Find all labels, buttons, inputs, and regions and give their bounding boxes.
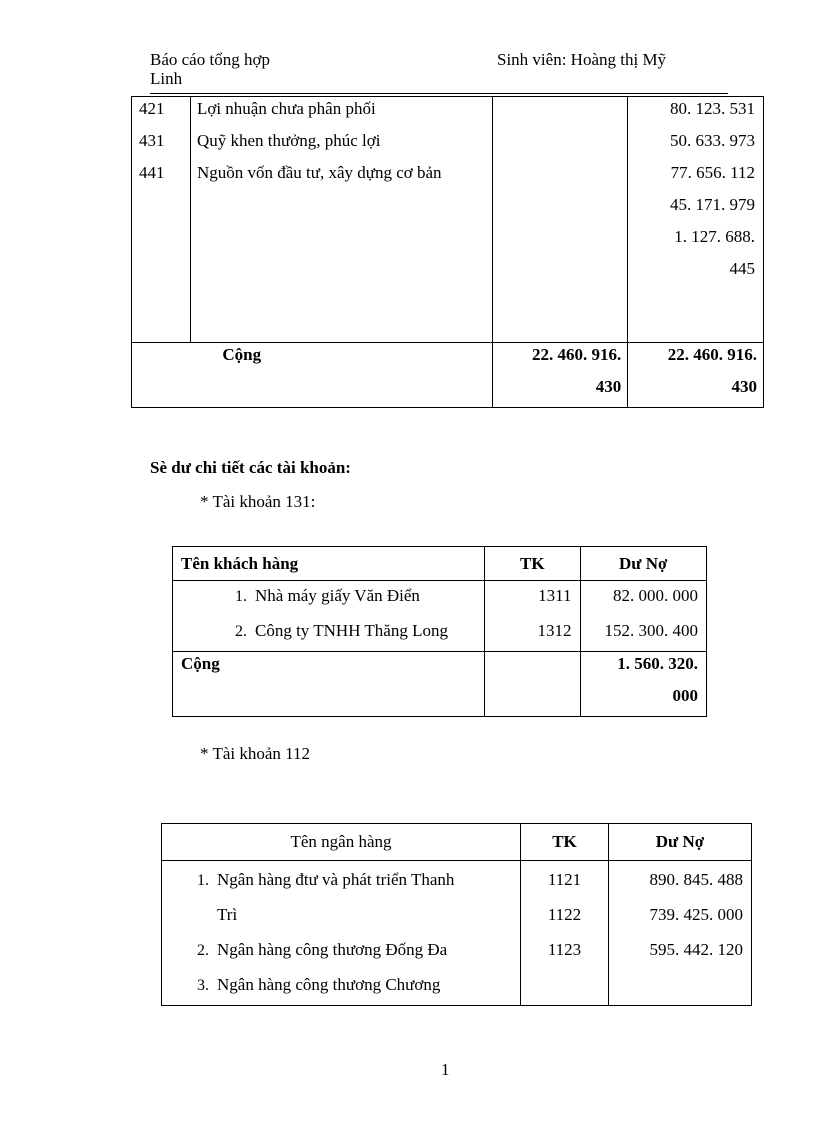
header-bank-name: Tên ngân hàng xyxy=(162,824,521,861)
balance-table-continued xyxy=(131,96,764,408)
total-tk-empty xyxy=(485,652,580,717)
header-tk: TK xyxy=(521,824,609,861)
list-item-continued xyxy=(162,900,520,935)
total-credit-line: 430 xyxy=(731,377,757,396)
total-label-cell xyxy=(132,343,493,408)
code-cell: 441 xyxy=(139,163,165,182)
total-value-line: 000 xyxy=(672,686,698,705)
header-report-title: Báo cáo tổng hợp xyxy=(150,50,270,69)
list-item xyxy=(173,581,484,616)
tk-value: 1311 xyxy=(538,586,572,605)
total-label-text: Cộng xyxy=(181,654,220,673)
debit-value: 595. 442. 120 xyxy=(649,940,743,959)
bank-name: Ngân hàng công thương Đống Đa xyxy=(217,940,448,959)
debit-value: 82. 000. 000 xyxy=(613,586,698,605)
value-cell: 77. 656. 112 xyxy=(670,163,755,182)
bank-name: Ngân hàng đtư và phát triển Thanh xyxy=(217,870,455,889)
header-student-lastname: Linh xyxy=(150,69,183,88)
header-left xyxy=(150,50,270,88)
code-cell: 431 xyxy=(139,131,165,150)
item-number: 3. xyxy=(197,977,209,994)
tk-value: 1312 xyxy=(537,621,572,640)
debit-value: 739. 425. 000 xyxy=(649,905,743,924)
customer-name: Công ty TNHH Thăng Long xyxy=(255,621,448,640)
item-number: 1. xyxy=(197,872,209,889)
credit-column xyxy=(628,97,764,343)
total-credit-cell xyxy=(628,343,764,408)
customer-names xyxy=(173,581,485,652)
name-cell: Nguồn vốn đầu tư, xây dựng cơ bản xyxy=(196,163,442,182)
list-item xyxy=(173,616,484,651)
item-number: 1. xyxy=(235,588,247,605)
total-debit-line: 430 xyxy=(595,377,622,396)
value-cell: 1. 127. 688. xyxy=(674,227,755,246)
debit-value: 152. 300. 400 xyxy=(604,621,698,640)
header-student: Sinh viên: Hoàng thị Mỹ xyxy=(497,50,667,69)
total-debit-cell xyxy=(492,343,628,408)
header-customer-name: Tên khách hàng xyxy=(173,547,485,581)
customer-tks xyxy=(485,581,580,652)
name-cell: Quỹ khen thưởng, phúc lợi xyxy=(196,131,381,150)
total-value-131 xyxy=(580,652,707,717)
list-item xyxy=(162,935,520,970)
bank-debits xyxy=(609,861,752,1006)
value-cell: 45. 171. 979 xyxy=(670,195,755,214)
page-number: 1 xyxy=(441,1060,450,1079)
bank-name: Ngân hàng công thương Chương xyxy=(217,975,441,994)
customer-name: Nhà máy giấy Văn Điển xyxy=(255,586,420,605)
value-cell: 50. 633. 973 xyxy=(670,131,755,150)
tk-value: 1123 xyxy=(547,940,582,959)
customer-debits xyxy=(580,581,707,652)
bank-name-continued: Trì xyxy=(217,905,238,924)
total-credit-line: 22. 460. 916. xyxy=(667,345,757,364)
list-item xyxy=(162,970,520,1005)
account-112-title: * Tài khoản 112 xyxy=(200,744,311,763)
total-label: Cộng xyxy=(222,345,262,364)
header-debit: Dư Nợ xyxy=(609,824,752,861)
total-label-131 xyxy=(173,652,485,717)
header-debit: Dư Nợ xyxy=(580,547,707,581)
header-tk: TK xyxy=(485,547,580,581)
debit-value: 890. 845. 488 xyxy=(649,870,743,889)
list-item xyxy=(162,865,520,900)
item-number: 2. xyxy=(197,942,209,959)
tk-value: 1121 xyxy=(547,870,582,889)
section-title: Sè dư chi tiết các tài khoản: xyxy=(150,458,351,477)
value-cell: 445 xyxy=(729,259,755,278)
total-value-line: 1. 560. 320. xyxy=(617,654,698,673)
bank-names xyxy=(162,861,521,1006)
code-column xyxy=(132,97,191,343)
tk-value: 1122 xyxy=(547,905,582,924)
value-cell: 80. 123. 531 xyxy=(670,99,755,118)
name-column xyxy=(190,97,492,343)
name-cell: Lợi nhuận chưa phân phối xyxy=(196,99,376,118)
account-131-table xyxy=(172,546,707,717)
total-debit-line: 22. 460. 916. xyxy=(532,345,622,364)
bank-tks xyxy=(521,861,609,1006)
item-number: 2. xyxy=(235,623,247,640)
account-131-title: * Tài khoản 131: xyxy=(200,492,316,511)
account-112-table xyxy=(161,823,752,1006)
code-cell: 421 xyxy=(139,99,165,118)
debit-column xyxy=(492,97,628,343)
header-rule xyxy=(150,93,728,94)
